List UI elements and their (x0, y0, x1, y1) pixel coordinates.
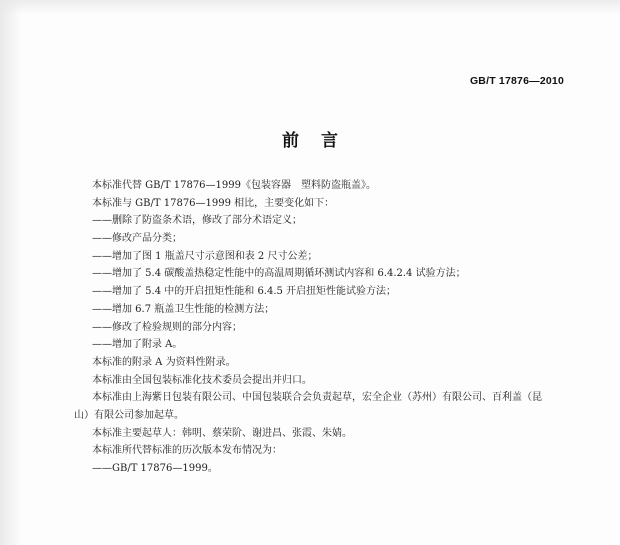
scan-shadow-top (0, 0, 620, 14)
paragraph-line: ——增加了图 1 瓶盖尺寸示意图和表 2 尺寸公差； (92, 250, 318, 262)
paragraph-line: 本标准的附录 A 为资料性附录。 (92, 356, 236, 368)
paragraph-line: ——增加了 5.4 中的开启扭矩性能和 6.4.5 开启扭矩性能试验方法； (92, 286, 397, 298)
paragraph-line: 本标准代替 GB/T 17876—1999《包装容器 塑料防盗瓶盖》。 (92, 180, 376, 191)
paragraph-line: 本标准由全国包装标准化技术委员会提出并归口。 (92, 374, 312, 386)
paragraph-line: ——增加了 5.4 碳酸盖热稳定性能中的高温周期循环测试内容和 6.4.2.4 试验方法； (92, 268, 466, 280)
paragraph-line: ——GB/T 17876—1999。 (92, 463, 218, 474)
paragraph-line: 本标准所代替标准的历次版本发布情况为： (92, 445, 282, 457)
paragraph-line: 山）有限公司参加起草。 (74, 409, 184, 421)
paragraph-line: ——修改产品分类； (92, 233, 182, 245)
paragraph-line: ——增加了附录 A。 (92, 339, 183, 351)
paragraph-line: ——删除了防盗条术语，修改了部分术语定义； (92, 215, 302, 227)
standard-code: GB/T 17876—2010 (469, 75, 564, 87)
paragraph-line: 本标准与 GB/T 17876—1999 相比，主要变化如下： (92, 197, 335, 209)
paragraph-line: 本标准由上海紫日包装有限公司、中国包装联合会负责起草，宏全企业（苏州）有限公司、百利盖（昆 (92, 392, 542, 404)
scan-shadow-left (0, 0, 22, 545)
paragraph-line: ——增加 6.7 瓶盖卫生性能的检测方法； (92, 303, 275, 315)
page-title: 前言 (282, 131, 360, 151)
foreword-body (74, 177, 574, 478)
paragraph-line: 本标准主要起草人：韩明、蔡荣阶、谢进昌、张霞、朱婧。 (92, 427, 352, 439)
paragraph-line: ——修改了检验规则的部分内容； (92, 321, 242, 333)
